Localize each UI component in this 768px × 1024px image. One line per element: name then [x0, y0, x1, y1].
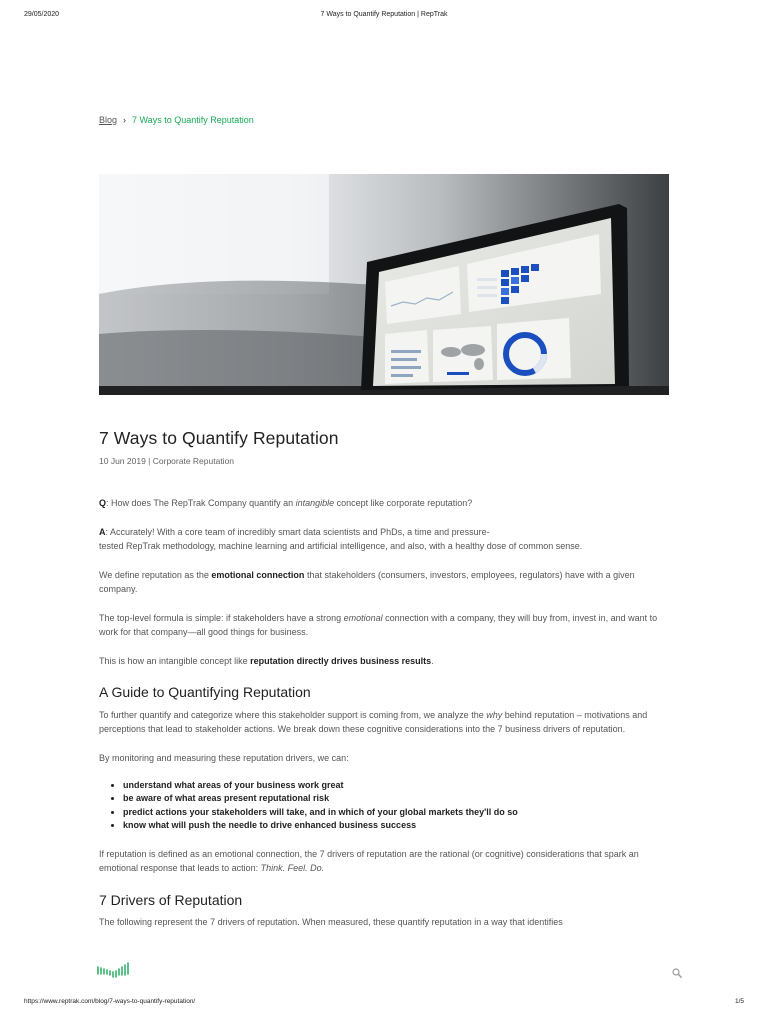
section-heading-guide: A Guide to Quantifying Reputation [99, 684, 311, 700]
definition-paragraph [99, 568, 669, 597]
article-date: 10 Jun 2019 [99, 456, 146, 466]
p1-text-end: that stakeholders (consumers, investors, employees, regulators) have with a given company. [99, 569, 635, 594]
q-text-end: concept like corporate reputation? [334, 498, 473, 508]
drivers-definition-paragraph [99, 847, 669, 876]
drivers-paragraph: The following represent the 7 drivers of reputation. When measured, these quantify reputation in a way that identifies [99, 917, 563, 928]
p6-italic: Think. Feel. Do. [260, 863, 325, 874]
p6-text: If reputation is defined as an emotional connection, the 7 drivers of reputation are the rational (or cognitive) considerations that spark an emotional response that leads to action: [99, 848, 639, 874]
p1-bold: emotional connection [211, 569, 305, 580]
print-header [24, 11, 744, 23]
p3-bold: reputation directly drives business results [250, 655, 432, 666]
a-label: A [99, 526, 106, 537]
list-item: • understand what areas of your business work great [123, 779, 669, 792]
breadcrumb [99, 115, 254, 125]
article-category[interactable]: Corporate Reputation [152, 456, 235, 466]
list-item: • be aware of what areas present reputational risk [123, 792, 669, 805]
laptop-dashboard-illustration [99, 174, 669, 395]
formula-paragraph [99, 611, 669, 640]
breadcrumb-blog-link[interactable]: Blog [99, 115, 118, 125]
print-title: 7 Ways to Quantify Reputation | RepTrak [320, 11, 448, 18]
p4-text-end: behind reputation – motivations and perceptions that lead to stakeholder actions. We break down these cognitive considerations into the 7 business drivers of reputation. [99, 709, 648, 734]
a-text: : Accurately! With a core team of incredibly smart data scientists and PhDs, a time and pressure- [105, 526, 490, 537]
p3-text-end: . [431, 655, 434, 666]
p1-text: We define reputation as the [99, 569, 212, 580]
p4-text: To further quantify and categorize where this stakeholder support is coming from, we analyze the [99, 709, 487, 720]
print-date: 29/05/2020 [24, 11, 60, 18]
a-text-end: tested RepTrak methodology, machine learning and artificial intelligence, and also, with a healthy dose of common sense. [99, 541, 583, 551]
q-italic: intangible [295, 498, 335, 508]
benefits-list [99, 779, 669, 833]
article [99, 428, 669, 944]
meta-separator: | [148, 456, 153, 466]
print-footer [24, 998, 744, 1010]
answer-paragraph [99, 525, 669, 554]
q-label: Q [99, 498, 107, 508]
p4-italic: why [486, 709, 503, 720]
hero-image [99, 174, 669, 395]
question-paragraph [99, 496, 669, 511]
reptrak-logo-icon[interactable] [97, 962, 131, 980]
monitoring-paragraph: By monitoring and measuring these reputation drivers, we can: [99, 752, 349, 763]
p3-text: This is how an intangible concept like [99, 655, 251, 666]
article-title: 7 Ways to Quantify Reputation [99, 428, 339, 448]
print-url: https://www.reptrak.com/blog/7-ways-to-quantify-reputation/ [24, 998, 196, 1005]
breadcrumb-current[interactable]: 7 Ways to Quantify Reputation [132, 115, 254, 125]
article-body [99, 496, 669, 930]
p2-text-end: connection with a company, they will buy from, invest in, and want to work for that company—all good things for business. [99, 612, 658, 637]
list-item: • know what will push the needle to drive enhanced business success [123, 819, 669, 832]
p2-text: The top-level formula is simple: if stakeholders have a strong [99, 612, 344, 623]
p2-italic: emotional [343, 612, 383, 623]
article-meta [99, 456, 669, 466]
section-heading-drivers: 7 Drivers of Reputation [99, 891, 243, 908]
search-icon[interactable] [672, 968, 682, 978]
print-page-number: 1/5 [734, 998, 744, 1005]
list-item: • predict actions your stakeholders will take, and in which of your global markets they'll do so [123, 806, 669, 819]
chevron-right-icon: › [123, 115, 127, 125]
guide-paragraph [99, 708, 669, 737]
results-paragraph [99, 654, 669, 669]
q-text: : How does The RepTrak Company quantify an [106, 498, 296, 508]
